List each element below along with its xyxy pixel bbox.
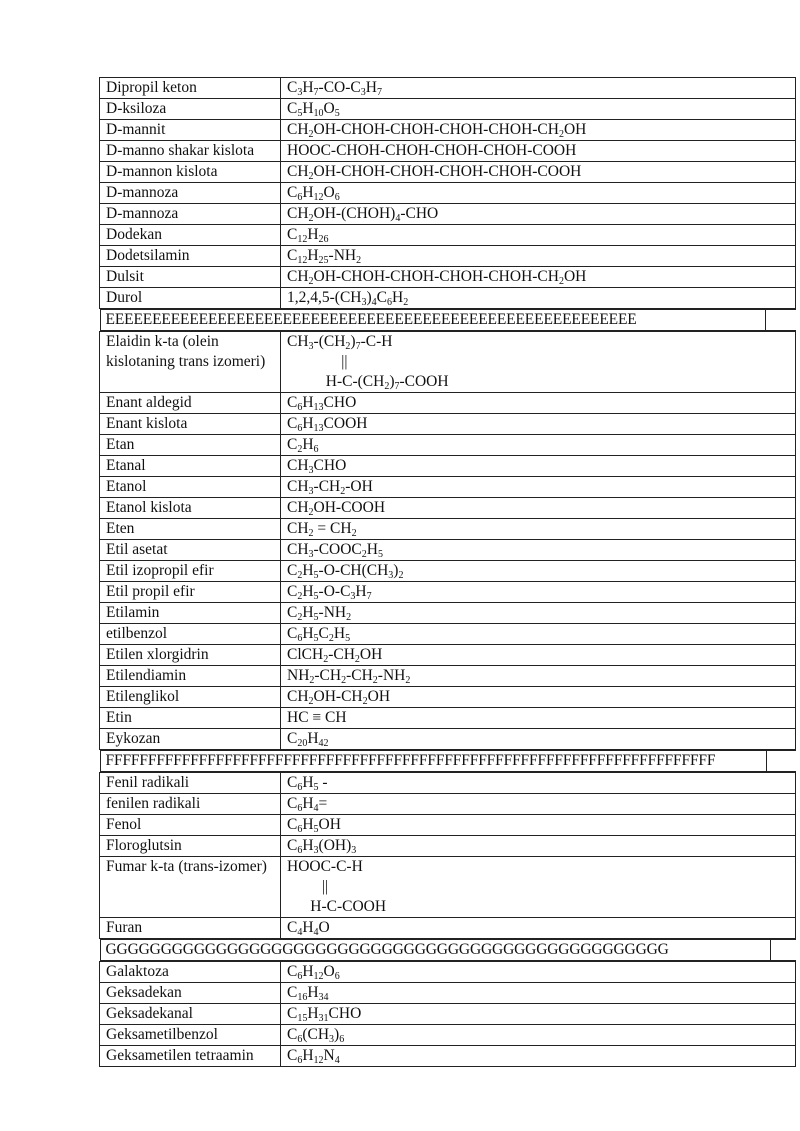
- compound-name-cell: Etilenglikol: [100, 687, 281, 708]
- formula-cell: $C_2H_5-O-C_3H_7$: [281, 582, 796, 603]
- table-row: [100, 645, 796, 666]
- formula-cell: $C_6H_4=$: [281, 794, 796, 815]
- table-row: [100, 246, 796, 267]
- compound-name-cell: Elaidin k-ta (olein kislotaning trans izomeri): [100, 332, 281, 393]
- formula-cell: $CH_3-CH_2-OH$: [281, 477, 796, 498]
- compound-name-cell: etilbenzol: [100, 624, 281, 645]
- compound-name-cell: D-manno shakar kislota: [100, 141, 281, 162]
- compound-name-cell: Eykozan: [100, 729, 281, 750]
- compound-name-cell: Etil propil efir: [100, 582, 281, 603]
- formula-cell: $C_5H_{10}O_5$: [281, 99, 796, 120]
- table-row: [100, 962, 796, 983]
- table-row: [100, 815, 796, 836]
- formula-cell: $C_{20}H_{42}$: [281, 729, 796, 750]
- formula-cell: $CH_3CHO$: [281, 456, 796, 477]
- table-row: [100, 1046, 796, 1067]
- compound-name-cell: Dodetsilamin: [100, 246, 281, 267]
- table-row: [100, 918, 796, 939]
- compound-name-cell: Geksadekanal: [100, 1004, 281, 1025]
- compound-name-cell: Dodekan: [100, 225, 281, 246]
- table-row: [100, 78, 796, 99]
- compound-name-cell: Etil asetat: [100, 540, 281, 561]
- table-row: [100, 225, 796, 246]
- table-row: [100, 1004, 796, 1025]
- table-row: [100, 183, 796, 204]
- formula-cell: $C_2H_6$: [281, 435, 796, 456]
- compound-name-cell: Eten: [100, 519, 281, 540]
- table-row: [100, 498, 796, 519]
- chemical-names-table: [99, 77, 796, 1067]
- formula-cell: $CH_2OH-CHOH-CHOH-CHOH-CHOH-CH_2OH$: [281, 267, 796, 288]
- letter-section-header: [100, 309, 796, 332]
- table-body: [100, 78, 796, 1067]
- letter-section-header: [100, 939, 796, 962]
- compound-name-cell: Galaktoza: [100, 962, 281, 983]
- section-letter-text: EEEEEEEEEEEEEEEEEEEEEEEEEEEEEEEEEEEEEEEEEEEEEEEEEEEEEEEEE: [105, 311, 637, 328]
- table-row: [100, 983, 796, 1004]
- compound-name-cell: D-mannon kislota: [100, 162, 281, 183]
- section-letter-text: GGGGGGGGGGGGGGGGGGGGGGGGGGGGGGGGGGGGGGGGGGGGGGGGGGG: [105, 941, 669, 958]
- table-row: [100, 687, 796, 708]
- table-row: [100, 582, 796, 603]
- table-row: [100, 414, 796, 435]
- formula-cell: HOOC-C-H || H-C-COOH: [281, 857, 796, 918]
- compound-name-cell: Floroglutsin: [100, 836, 281, 857]
- compound-name-cell: Etanal: [100, 456, 281, 477]
- compound-name-cell: Geksametilen tetraamin: [100, 1046, 281, 1067]
- table-row: [100, 666, 796, 687]
- compound-name-cell: Etan: [100, 435, 281, 456]
- formula-cell: $C_3H_7-CO-C_3H_7$: [281, 78, 796, 99]
- compound-name-cell: Fumar k-ta (trans-izomer): [100, 857, 281, 918]
- formula-cell: HC ≡ CH: [281, 708, 796, 729]
- compound-name-cell: Enant kislota: [100, 414, 281, 435]
- compound-name-cell: Dulsit: [100, 267, 281, 288]
- formula-cell: $CH_2OH-CHOH-CHOH-CHOH-CHOH$-COOH: [281, 162, 796, 183]
- table-row: [100, 603, 796, 624]
- table-row: [100, 267, 796, 288]
- compound-name-cell: Fenol: [100, 815, 281, 836]
- formula-cell: $C_6H_{12}N_4$: [281, 1046, 796, 1067]
- table-row: [100, 773, 796, 794]
- compound-name-cell: Etanol kislota: [100, 498, 281, 519]
- compound-name-cell: Etilen xlorgidrin: [100, 645, 281, 666]
- table-row: [100, 141, 796, 162]
- compound-name-cell: D-ksiloza: [100, 99, 281, 120]
- formula-cell: $C_6H_3(OH)_3$: [281, 836, 796, 857]
- formula-cell: $C_6H_{12}O_6$: [281, 183, 796, 204]
- table-row: [100, 794, 796, 815]
- table-row: [100, 456, 796, 477]
- formula-cell: $C_2H_5-O-CH(CH_3)_2$: [281, 561, 796, 582]
- table-row: [100, 435, 796, 456]
- table-row: [100, 624, 796, 645]
- formula-cell: $C_4H_4O$: [281, 918, 796, 939]
- compound-name-cell: Geksadekan: [100, 983, 281, 1004]
- formula-cell: $C_2H_5-NH_2$: [281, 603, 796, 624]
- table-row: [100, 729, 796, 750]
- table-row: [100, 836, 796, 857]
- table-row: [100, 540, 796, 561]
- document-page: [99, 77, 795, 1067]
- formula-cell: $C_6(CH_3)_6$: [281, 1025, 796, 1046]
- formula-cell: HOOC-CHOH-CHOH-CHOH-CHOH-COOH: [281, 141, 796, 162]
- table-row: [100, 561, 796, 582]
- table-row: [100, 477, 796, 498]
- table-row: [100, 332, 796, 393]
- compound-name-cell: fenilen radikali: [100, 794, 281, 815]
- compound-name-cell: D-mannit: [100, 120, 281, 141]
- formula-cell: $CH_2OH-CHOH-CHOH-CHOH-CHOH-CH_2OH$: [281, 120, 796, 141]
- formula-cell: $CH_3-(CH_2)_7-C-H$ || $H-C-(CH_2)_7$-COOH: [281, 332, 796, 393]
- table-row: [100, 393, 796, 414]
- table-row: [100, 708, 796, 729]
- formula-cell: $C_6H_{13}CHO$: [281, 393, 796, 414]
- formula-cell: $C_{15}H_{31}CHO$: [281, 1004, 796, 1025]
- section-letter-text: FFFFFFFFFFFFFFFFFFFFFFFFFFFFFFFFFFFFFFFFFFFFFFFFFFFFFFFFFFFFFFFFFFFFFFFF: [105, 752, 716, 769]
- compound-name-cell: Etil izopropil efir: [100, 561, 281, 582]
- formula-cell: $CH_3-COOC_2H_5$: [281, 540, 796, 561]
- compound-name-cell: Furan: [100, 918, 281, 939]
- compound-name-cell: Geksametilbenzol: [100, 1025, 281, 1046]
- formula-cell: $C_6H_5$ -: [281, 773, 796, 794]
- compound-name-cell: D-mannoza: [100, 204, 281, 225]
- compound-name-cell: Durol: [100, 288, 281, 309]
- table-row: [100, 857, 796, 918]
- formula-cell: $1,2,4,5-(CH_3)_4C_6H_2$: [281, 288, 796, 309]
- compound-name-cell: Etin: [100, 708, 281, 729]
- formula-cell: $CH_2 = CH_2$: [281, 519, 796, 540]
- table-row: [100, 204, 796, 225]
- table-row: [100, 519, 796, 540]
- formula-cell: $CH_2OH-CH_2OH$: [281, 687, 796, 708]
- formula-cell: $ClCH_2-CH_2OH$: [281, 645, 796, 666]
- formula-cell: $C_6H_5C_2H_5$: [281, 624, 796, 645]
- compound-name-cell: D-mannoza: [100, 183, 281, 204]
- compound-name-cell: Enant aldegid: [100, 393, 281, 414]
- letter-section-header: [100, 750, 796, 773]
- formula-cell: $C_6H_{12}O_6$: [281, 962, 796, 983]
- compound-name-cell: Etanol: [100, 477, 281, 498]
- table-row: [100, 120, 796, 141]
- formula-cell: $C_6H_5OH$: [281, 815, 796, 836]
- compound-name-cell: Etilendiamin: [100, 666, 281, 687]
- formula-cell: $C_6H_{13}COOH$: [281, 414, 796, 435]
- formula-cell: $C_{16}H_{34}$: [281, 983, 796, 1004]
- table-row: [100, 162, 796, 183]
- formula-cell: $C_{12}H_{26}$: [281, 225, 796, 246]
- formula-cell: $CH_2OH-(CHOH)_4$-CHO: [281, 204, 796, 225]
- compound-name-cell: Fenil radikali: [100, 773, 281, 794]
- formula-cell: $CH_2OH$-COOH: [281, 498, 796, 519]
- compound-name-cell: Etilamin: [100, 603, 281, 624]
- compound-name-cell: Dipropil keton: [100, 78, 281, 99]
- table-row: [100, 99, 796, 120]
- formula-cell: $C_{12}H_{25}-NH_2$: [281, 246, 796, 267]
- table-row: [100, 288, 796, 309]
- table-row: [100, 1025, 796, 1046]
- formula-cell: $NH_2-CH_2-CH_2-NH_2$: [281, 666, 796, 687]
